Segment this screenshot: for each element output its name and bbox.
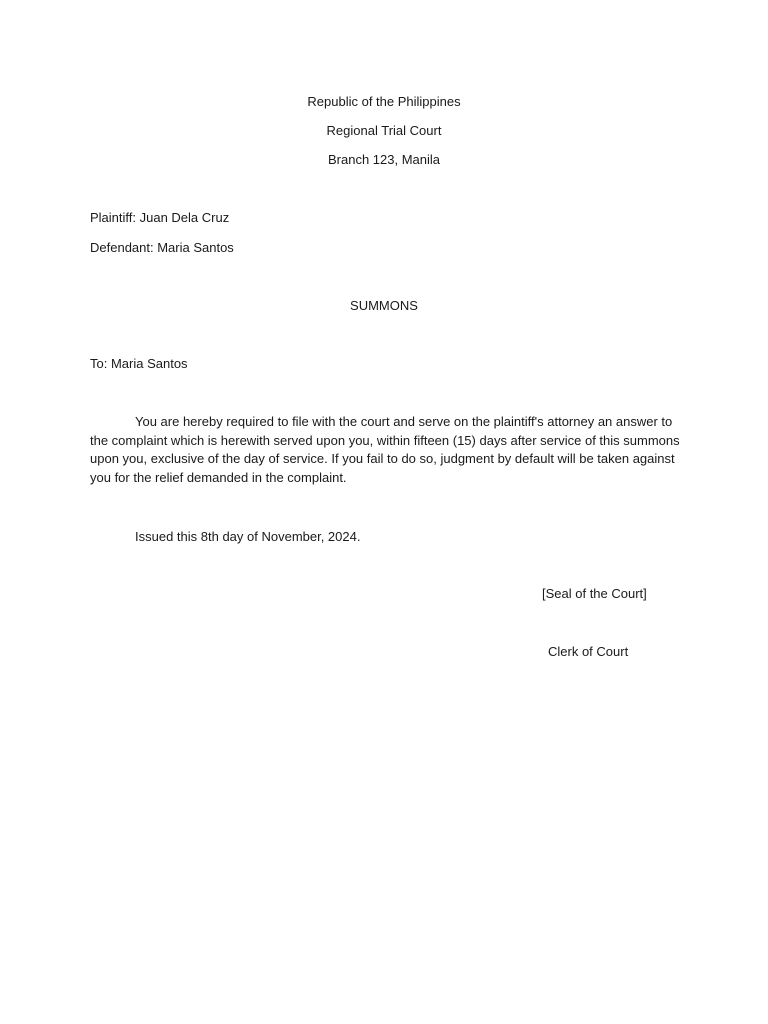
clerk-signature-line: Clerk of Court <box>548 644 629 659</box>
issued-date-line: Issued this 8th day of November, 2024. <box>135 529 361 544</box>
defendant-line: Defendant: Maria Santos <box>90 240 234 255</box>
document-title: SUMMONS <box>350 298 418 313</box>
addressee-line: To: Maria Santos <box>90 356 188 371</box>
header-court: Regional Trial Court <box>326 123 442 138</box>
court-seal-placeholder: [Seal of the Court] <box>542 586 647 601</box>
header-country: Republic of the Philippines <box>307 94 461 109</box>
header-branch: Branch 123, Manila <box>327 152 440 167</box>
summons-body-paragraph: You are hereby required to file with the court and serve on the plaintiff's attorney an answer to the complaint which is herewith served upon you, within fifteen (15) days after service of this summons upon you, exclusive of the day of service. If you fail to do so, judgment by default will be taken against you for the relief demanded in the complaint. <box>90 414 680 486</box>
plaintiff-line: Plaintiff: Juan Dela Cruz <box>90 210 230 225</box>
